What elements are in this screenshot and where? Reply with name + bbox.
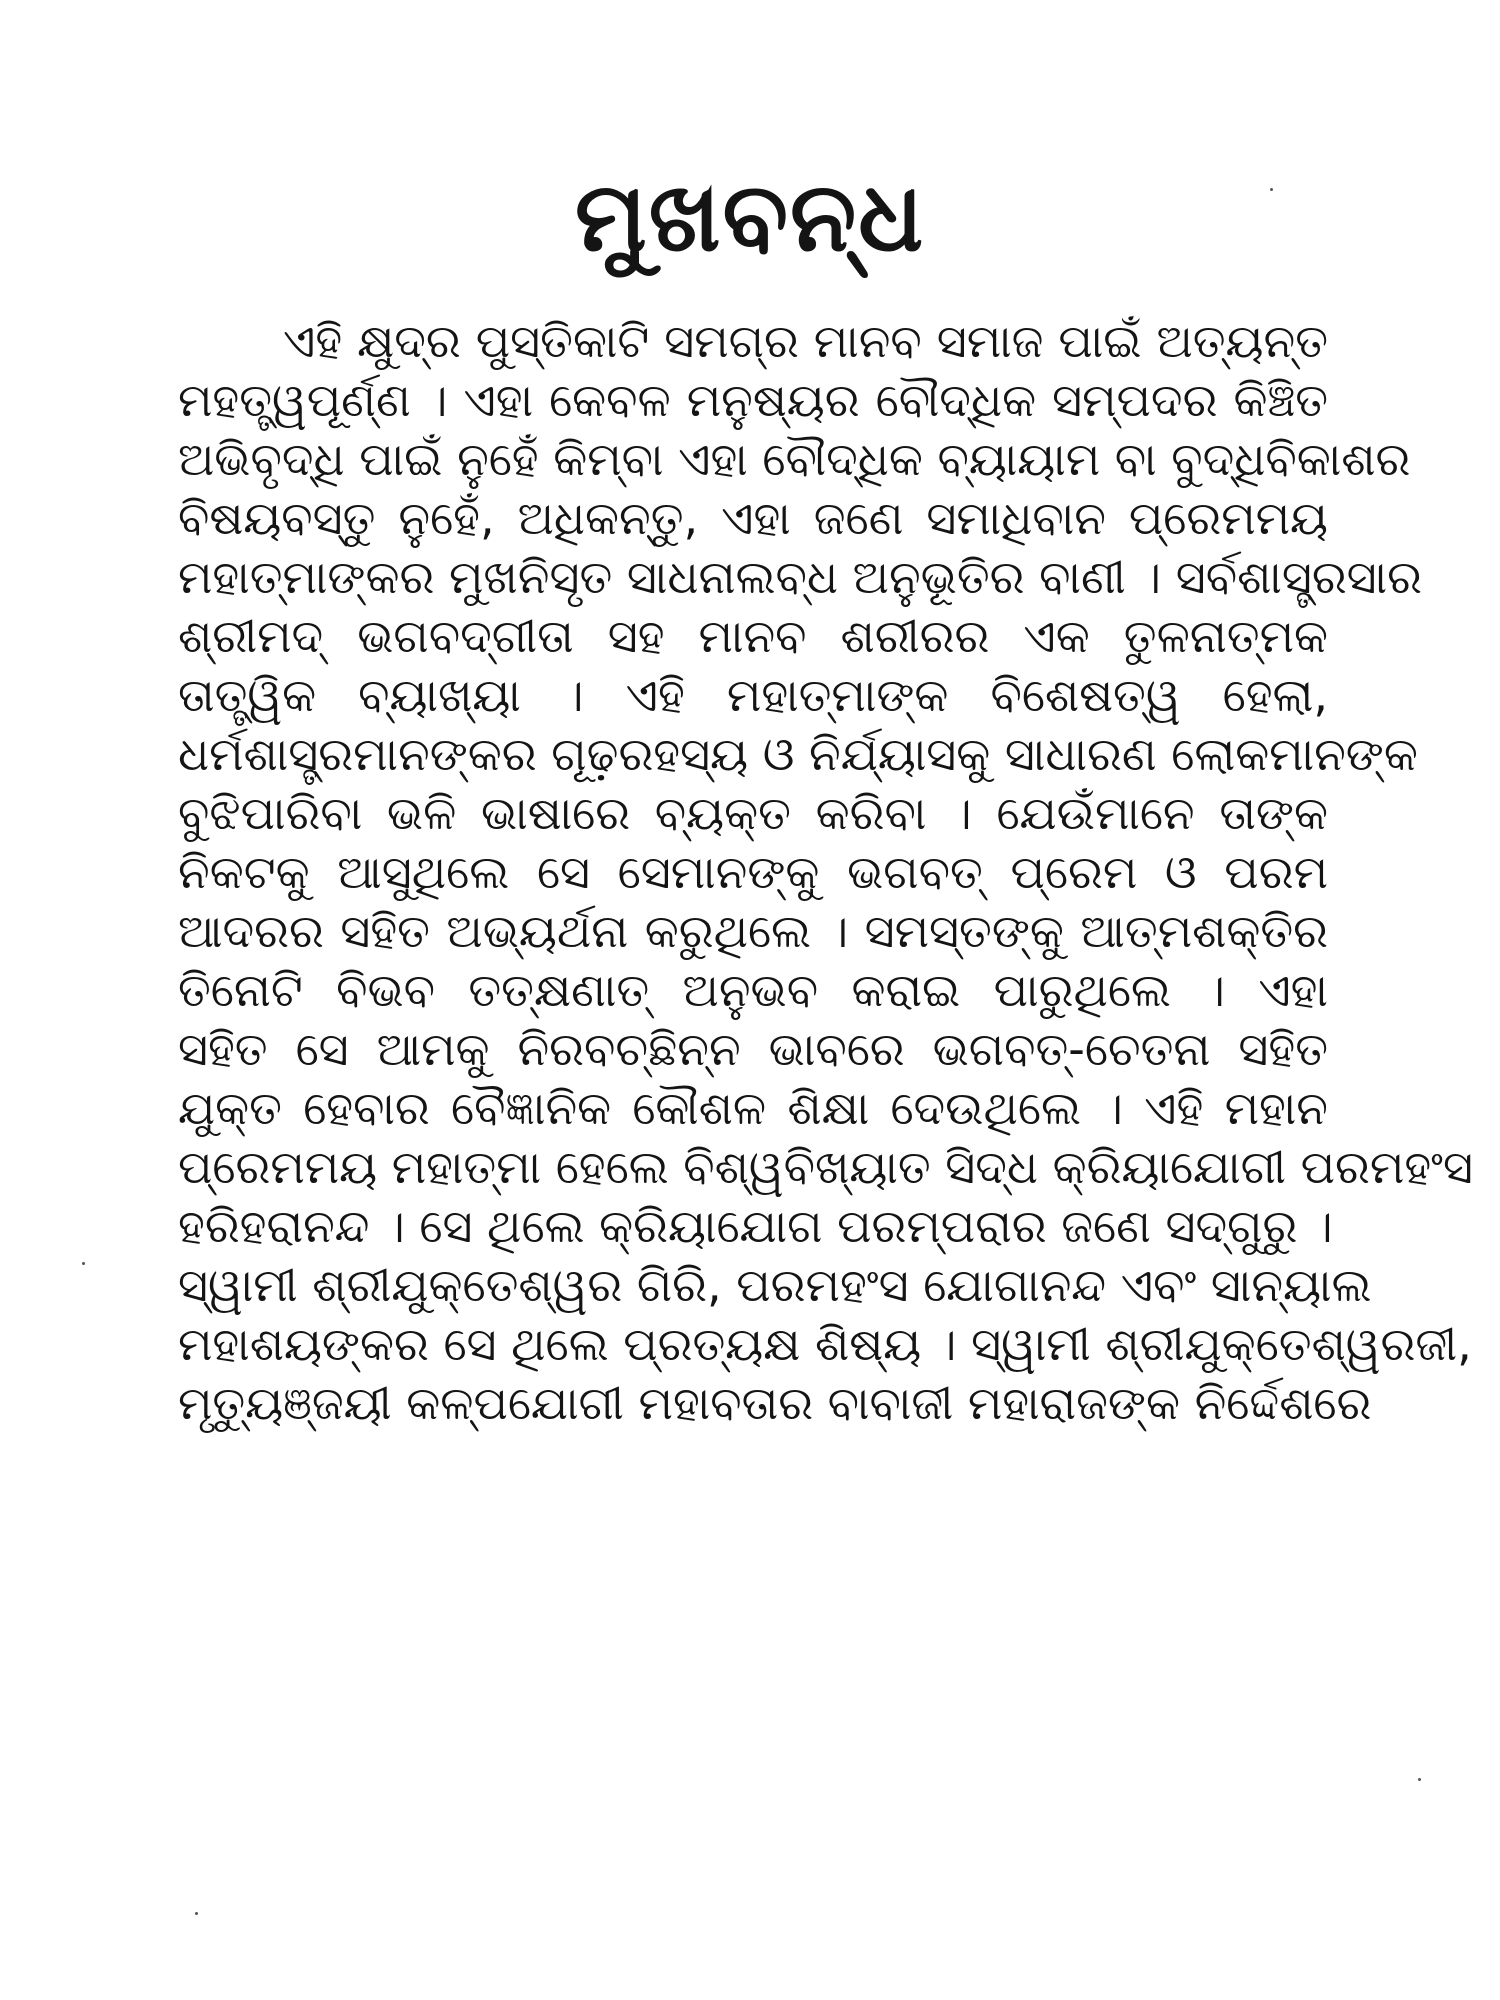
text-line: ଧର୍ମଶାସ୍ତ୍ରମାନଙ୍କର ଗୂଢ଼ରହସ୍ୟ ଓ ନିର୍ଯ୍ୟାସକୁ ସାଧାରଣ ଲୋକମାନଙ୍କ	[178, 727, 1418, 781]
text-line: ପ୍ରେମମୟ ମହାତ୍ମା ହେଲେ ବିଶ୍ୱବିଖ୍ୟାତ ସିଦ୍ଧ କ୍ରିୟାଯୋଗୀ ପରମହଂସ	[178, 1140, 1473, 1194]
page-title: ମୁଖବନ୍ଧ	[574, 161, 926, 273]
text-line: ସହିତ ସେ ଆମକୁ ନିରବଚ୍ଛିନ୍ନ ଭାବରେ ଭଗବତ୍-ଚେତନା ସହିତ	[178, 1022, 1328, 1076]
text-line: ମହତ୍ତ୍ୱପୂର୍ଣ୍ଣ । ଏହା କେବଳ ମନୁଷ୍ୟର ବୌଦ୍ଧିକ ସମ୍ପଦର କିଞ୍ଚିତ	[178, 373, 1328, 427]
scan-speck	[1418, 1778, 1421, 1781]
scan-speck	[195, 1912, 198, 1915]
text-line: ମହାଶୟଙ୍କର ସେ ଥିଲେ ପ୍ରତ୍ୟକ୍ଷ ଶିଷ୍ୟ । ସ୍ୱାମୀ ଶ୍ରୀଯୁକ୍ତେଶ୍ୱରଜୀ,	[178, 1317, 1472, 1371]
text-line: ଆଦରର ସହିତ ଅଭ୍ୟର୍ଥନା କରୁଥିଲେ । ସମସ୍ତଙ୍କୁ ଆତ୍ମଶକ୍ତିର	[178, 904, 1328, 958]
text-line: ଶ୍ରୀମଦ୍ ଭଗବଦ୍‌ଗୀତା ସହ ମାନବ ଶରୀରର ଏକ ତୁଳନାତ୍ମକ	[178, 609, 1328, 663]
text-line: ନିକଟକୁ ଆସୁଥିଲେ ସେ ସେମାନଙ୍କୁ ଭଗବତ୍ ପ୍ରେମ ଓ ପରମ	[178, 845, 1328, 899]
text-line: ତିନୋଟି ବିଭବ ତତ୍‌କ୍ଷଣାତ୍ ଅନୁଭବ କରାଇ ପାରୁଥିଲେ । ଏହା	[178, 963, 1328, 1017]
preface-body	[178, 312, 1473, 1433]
text-line: ଏହି କ୍ଷୁଦ୍ର ପୁସ୍ତିକାଟି ସମଗ୍ର ମାନବ ସମାଜ ପାଇଁ ଅତ୍ୟନ୍ତ	[283, 314, 1328, 368]
text-line: ମୃତ୍ୟୁଞ୍ଜୟୀ କଳ୍ପଯୋଗୀ ମହାବତାର ବାବାଜୀ ମହାରାଜଙ୍କ ନିର୍ଦ୍ଦେଶରେ	[178, 1376, 1372, 1430]
text-line: ତାତ୍ତ୍ୱିକ ବ୍ୟାଖ୍ୟା । ଏହି ମହାତ୍ମାଙ୍କ ବିଶେଷତ୍ୱ ହେଲା,	[178, 668, 1328, 722]
scan-speck	[1270, 188, 1273, 191]
text-line: ସ୍ୱାମୀ ଶ୍ରୀଯୁକ୍ତେଶ୍ୱର ଗିରି, ପରମହଂସ ଯୋଗାନନ୍ଦ ଏବଂ ସାନ୍ୟାଲ	[178, 1258, 1372, 1312]
scan-speck	[82, 1262, 85, 1265]
text-line: ବୁଝିପାରିବା ଭଳି ଭାଷାରେ ବ୍ୟକ୍ତ କରିବା । ଯେଉଁମାନେ ତାଙ୍କ	[178, 786, 1328, 840]
text-line: ବିଷୟବସ୍ତୁ ନୁହେଁ, ଅଧିକନ୍ତୁ, ଏହା ଜଣେ ସମାଧିବାନ ପ୍ରେମମୟ	[178, 491, 1328, 545]
text-line: ମହାତ୍ମାଙ୍କର ମୁଖନିସୃତ ସାଧନାଲବ୍ଧ ଅନୁଭୂତିର ବାଣୀ । ସର୍ବଶାସ୍ତ୍ରସାର	[178, 550, 1423, 604]
text-line: ଯୁକ୍ତ ହେବାର ବୈଜ୍ଞାନିକ କୌଶଳ ଶିକ୍ଷା ଦେଉଥିଲେ । ଏହି ମହାନ	[178, 1081, 1328, 1135]
text-line: ଅଭିବୃଦ୍ଧି ପାଇଁ ନୁହେଁ କିମ୍ବା ଏହା ବୌଦ୍ଧିକ ବ୍ୟାୟାମ ବା ବୁଦ୍ଧିବିକାଶର	[178, 432, 1411, 486]
text-line: ହରିହରାନନ୍ଦ । ସେ ଥିଲେ କ୍ରିୟାଯୋଗ ପରମ୍ପରାର ଜଣେ ସଦ୍‌ଗୁରୁ ।	[178, 1199, 1333, 1253]
